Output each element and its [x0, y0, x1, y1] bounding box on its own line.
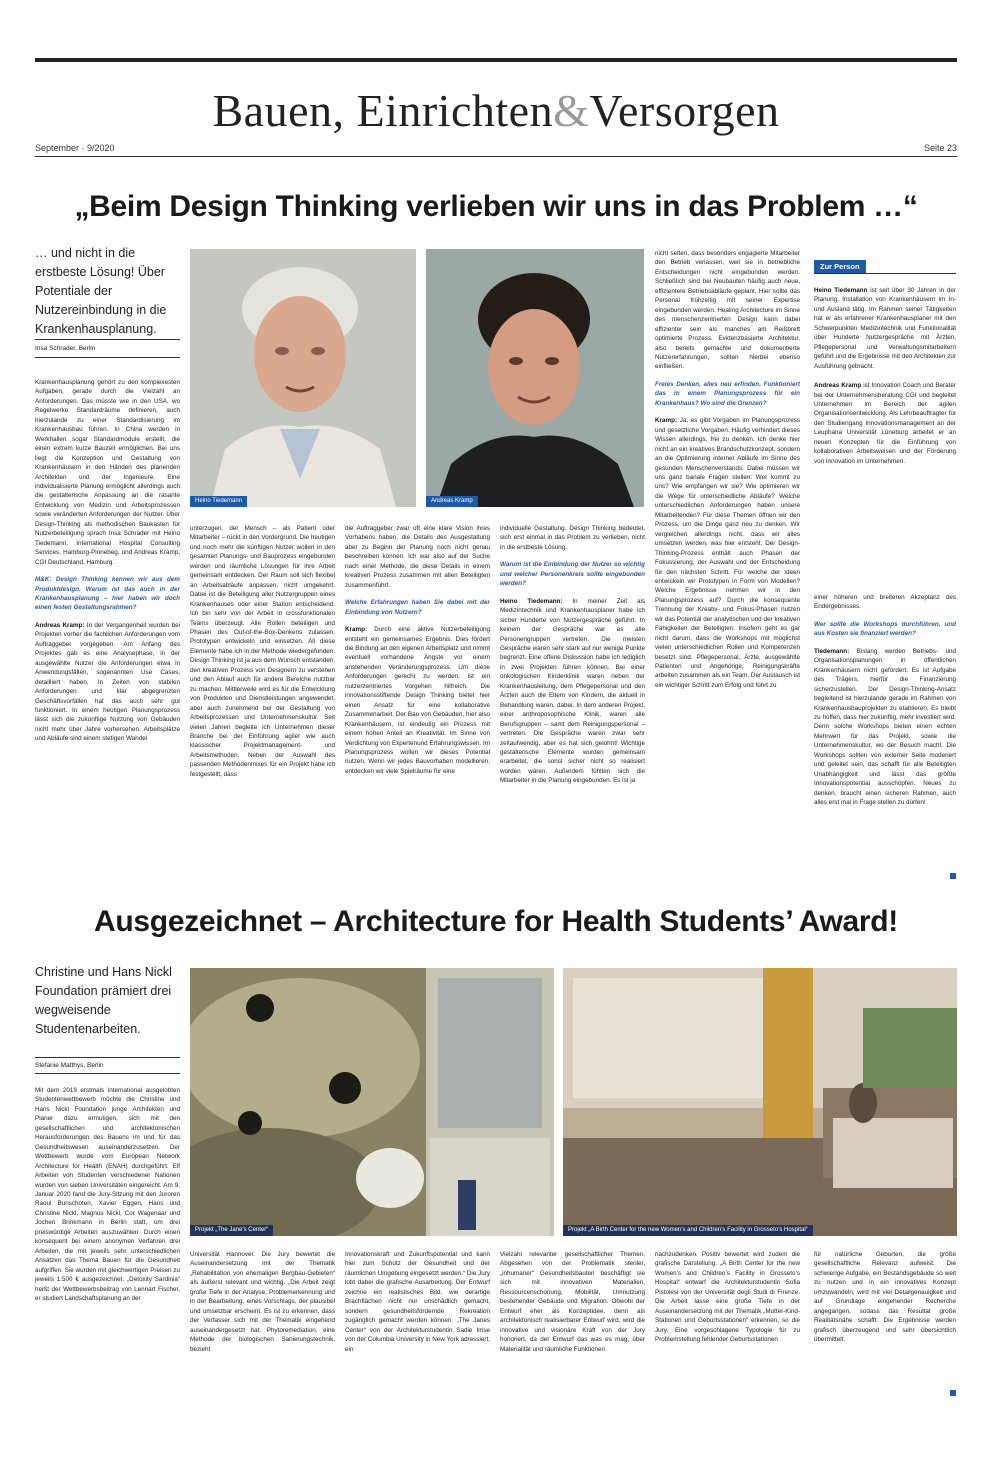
photo-caption: Projekt „A Birth Center for the new Women’s and Children’s Facility in Grosseto’s Hospital“	[563, 1225, 813, 1236]
end-mark-icon	[950, 1390, 956, 1396]
sidebar-body: Heino Tiedemann ist seit über 30 Jahren in der Planung, Installation von Krankenhäusern im In- und Ausland tätig. Im Rahmen seiner Tätigkeiten hat er als erfahrener Krankenhausplaner mit den Schwerpunkten Medizintechnik und Funktionalität über Hunderte Nutzergespräche mit Ärzten, Pflegepersonal und Verwaltungsmitarbeitern geführt und die Ergebnisse mit den Architekten zur Ausführung gebracht. Andreas Kramp ist Innovation Coach und Berater bei der Unternehmensberatung CGI und begleitet Unternehmen im Bereich der agilen Organisationsentwicklung. Als Lehrbeauftragter für den Studiengang Innovationsmanagement an der Leuphana Universität Lüneburg arbeitet er an neuen Konzepten für die Einführung von kollaborativen Arbeitsweisen und der Förderung von Innovation im Unternehmen.	[814, 287, 956, 465]
article1-col6: einer höheren und breiteren Akzeptanz des Endergebnisses. Wer sollte die Workshops durchführen, und aus Kosten sie finanziert werden? Tiedemann: Bislang werden Betriebs- und Organisationsplanungen in öffentlichen Krankenhäusern nicht gefördert. Es ist Aufgabe des Trägers, hierfür die Finanzierung sicherzustellen. Der Design-Thinking-Ansatz begleitend ist hierzulande gerade im Rahmen von Krankenhausbauprojekten zu etablieren. Es bleibt zu hoffen, dass hier zukünftig, mehr investiert wird. Denn solche Workshops bieten einen echten Mehrwert für das Projekt, sowie die Unternehmenskultur, wo der Besuch macht. Die Workshops sollten von externer Seite moderiert und geleitet sein, das schafft für alle Beteiligten Unabhängigkeit und lässt das größte Innovationspotential ausschöpfen. Neues zu denken, braucht einen sicheren Rahmen, auch alles erst mal in Frage stellen zu dürfen!	[814, 594, 956, 807]
photo-birth-center	[563, 968, 957, 1236]
article1-author: Insa Schrader, Berlin	[35, 345, 96, 352]
article2-col3: Innovationskraft und Zukunftspotential und kann hier zum Schutz der Gesundheit und der räumlichen Umgebung eingesetzt werden.“ Die Jury lobt dabei die grafische Ausarbeitung. Der Entwurf zeichne ein realistisches Bild, wie derartige Brachflächen nicht nur unschädlich gemacht, sondern gesundheitsfördernde Rekreation zugänglich gemacht werden können. „The Janes Center“ von der Architekturstudentin Sadie Imse von der Columbia University in New York adressiert, ein	[345, 1251, 490, 1353]
photo-caption: Projekt „The Jane’s Center“	[190, 1225, 273, 1236]
article1-col5: nicht selten, dass besonders engagierte Mitarbeiter den Betrieb verlassen, weil sie in betriebliche Entscheidungen nicht eingebunden werden. Schließlich sind bei Neubauten häufig auch neue, effizientere Betriebsabläufe geplant. Hier sollte das Personal frühzeitig mit seiner Expertise eingebunden werden. Healing Architecture im Sinne des menschenzentrierten Design kann dabei effizienter sein als manches am Reißbrett optimierte Prozess. Evidenzbasierte Architektur, also bereits gemachte und dokumentierte Nutzererfahrungen, sollten hierbei ebenso einfließen. Freies Denken, alles neu erfinden. Funktioniert das in einem Planungsprozess für ein Krankenhaus? Wo sind die Grenzen? Kramp: Ja, es gibt Vorgaben im Planungsprozess und gesetzliche Vorgaben. Häufig verhindert dieses Wissen allerdings, frei zu denken. Ich denke hier nicht an ein kreatives Brandschutzkonzept, sondern an die Optimierung interner Abläufe im Sinne des gesunden Menschenverstands. Dabei müssen wir uns ganz banale Fragen stellen: Wer kommt zu uns? Wie empfangen wir sie? Wie optimieren wir die Wege für unterschiedliche Abläufe? Welche unterschiedlichen Anforderungen haben unsere Mitarbeitenden? Für diese Themen öffnen wir den Prozess, um die Dinge ganz neu zu denken. Wir vergleichen allerdings nicht, dass wir alles umsetzen werden, was hier entsteht. Der Design-Thinking-Prozess enthält auch Phasen der Fokussierung, der Auswahl und der Entscheidung für den nächsten Schritt. Für welche der Ideen entwickeln wir Prototypen in Form von Modellen? Welche Ergebnisse nehmen wir in den Planungsprozess auf? Durch die konsequente Trennung der Kreativ- und Fokus-Phasen nutzen wir das Potential der analytischen und der kreativen Fähigkeiten der Beteiligten. Insofern geht es gar nicht darum, dass die Workshops mit möglichst vielen unterschiedlichen Rollen und Kompetenzen besetzt sind. Pflegepersonal, Ärzte, ausgewählte Patienten und Angehörige, Reinigungskräfte arbeiten zusammen als ein Team. Der Austausch ist ein wichtiger Schritt zum Erfolg und führt zu	[655, 250, 800, 689]
article1-col3: die Auftraggeber zwar oft eine klare Vision ihres Vorhabens haben, die Details des Ausgestaltung aber zu Beginn der Planung noch nicht genau beschreiben können. Ich war also auf der Suche nach einer Methode, die diese Details in einem kreativen Prozess zusammen mit allen Beteiligten zusammenführt. Welche Erfahrungen haben Sie dabei mit der Einbindung von Nutzern? Kramp: Durch eine aktive Nutzerbeteiligung entsteht ein gemeinsames Ergebnis. Dies fördert die Bindung an den eigenen Arbeitsplatz und nimmt eventuell vorhandene Ängste vor einem anstehenden Veränderungsprozess. Um diese Anforderungen gerecht zu werden, ist ein nutzerzentriertes Vorgehen hilfreich. Die innovationsstiftende Design Thinking bietet hier einen Ansatz für eine kollaborative Zusammenarbeit. Der Bau von Gebäuden, hier also Krankenhäusern, ist eindeutig ein Prozess mit einem hohen Anteil an Kreativität. Im Sinne von Verdichtung von Expertenund Erfahrungswissen. Im Planungsprozess wollen wir dieses Potential nutzen. Wenn wir jedes Bauvorhaben modellieren, entdecken wir viele Spielräume für eine	[345, 525, 490, 775]
article2-teaser: Christine und Hans Nickl Foundation prämiert drei wegweisende Studentenarbeiten.	[35, 965, 172, 1036]
article2-col1: Mit dem 2019 erstmals international ausgelobten Studentenwettbewerb möchte die Christine und Hans Nickl Foundation junge Architekten und Planer dazu ermutigen, sich mit den gesellschaftlichen und architektonischen Herausforderungen des Bauens im und für das Gesundheitswesen auseinanderzusetzen. Der Wettbewerb wurde vom European Network Architecture for Health (ENAH) durchgeführt. Elf Arbeiten von Studenten verschiedener Nationen wurden von sieben Universitäten eingereicht. Am 9. Januar 2020 fand die Jury-Sitzung mit den Juroren Raoul Bunschoten, Xavier Eggen, Hans und Christine Nickl, Magnus Nickl, Cor Wagenaar und Jochen Brinkmann in Berlin statt, um drei preiswürdige Arbeiten auszuwählen. Durch einen konsequent bei einem anonymen Verfahren drei Arbeiten, die mit jeweils sehr unterschiedlichen Ansätzen das Thema Bauen für die Gesundheit aufgriffen. Sie wurden mit gleichwertigen Preisen zu jeweils 1.500 € ausgezeichnet. „Detoxity Sardinia“ heißt der Wettbewerbsbeitrag von Lennart Fischer, er studiert Landschaftsplanung an der	[35, 1087, 180, 1302]
end-mark-icon	[950, 873, 956, 879]
article2-col2: Universität Hannover. Die Jury bewertet die Auseinandersetzung mit der Thematik „Rehabilitation von ehemaligen Bergbau-Gebieten“ als äußerst relevant und wichtig. „Die Arbeit zeigt große Tiefe in der Analyse, Problemerkennung und in der Bearbeitung, eines Vorschlags, der plausibel und umsetzbar erscheint. Es ist zu erkennen, dass der Verfasser sich mit der Thematik eingehend auseinandergesetzt hat. Phytoremediation, eine Methode der biologischen Sanierungstechnik, bezieht	[190, 1251, 335, 1353]
article2-col4: Vielzahl relevanter gesellschaftlicher Themen. Abgesehen von der Problematik steriler, „inhumaner“ Gesundheitsbauten beschäftigt sie sich mit innovativen Materialien, Ressourcenschonung, Mobilität, Umnutzung bestehender Gebäude und Migration. Obwohl der Entwurf eher als Konzeptidee, denn als architektonisch realisierbarer Entwurf wird, wird die innovative und visionäre Kraft von der Jury honoriert, da der Entwurf das was es mag, über Materialität und räumliche Funktionen	[500, 1251, 645, 1353]
sidebar-zur-person	[814, 256, 956, 579]
article1-col4: individuelle Gestaltung. Design Thinking bedeutet, sich erst einmal in das Problem zu verlieben, nicht in die erstbeste Lösung. Warum ist die Einbindung der Nutzer so wichtig und welcher Personenkreis sollte eingebunden werden? Heino Tiedemann: In meiner Zeit als Medizintechnik und Krankenhausplaner habe ich sicher Hunderte von Nutzergespräche geführt. In keinem der Gespräche war es alle Personengruppen vertreten. Die meisten Gespräche waren sehr stark auf nur wenige Punkte begrenzt. Eine offene Diskussion habe ich lediglich in zwei Projekten führen können. Bei einer onkologischen Kinderklinik waren neben der Krankenhausleitung, dem Pflegepersonal und den Ärzten auch die Eltern von Kindern, die aktuell in Behandlung waren, dabei. In dem anderen Projekt, einer anthroposophische Klinik, waren alle Berufsgruppen – samt dem Reinigungspersonal – vertreten. Die Gespräche waren zwar sehr zeitaufwendig, aber es hat sich gelohnt! Wichtige gestalterische Elemente wurden gemeinsam erarbeitet, die sonst sicher nicht so realisiert worden wären. Außerdem fühlten sich die Mitarbeiter in die Planung eingebunden. Es ist ja	[500, 525, 645, 785]
issue-date: September · 9/2020	[35, 143, 115, 153]
article1-col2: unterzogen, der Mensch – als Patient oder Mitarbeiter – rückt in den Vordergrund. Die heutigen und noch mehr die künftigen Nutzer wollen in den gesamten Planungs- und Bauprozess eingebunden werden und räumliche Lösungen für ihre Arbeit gemeinsam entdecken. Der Raum soll sich flexibel an Arbeitsabläufe anpassen, nicht umgekehrt. Dabei ist die Beteiligung aller Nutzergruppen eines Krankenhauses oder einer Station entscheidend. Ich bin sehr von der Arbeit in crossfunktionalen Teams überzeugt. Alle Rollen beteiligen und Phasen des Out-of-the-Box-Denkens zulassen. Prototypen entwickeln und einsetzen. All diese Elemente habe ich in der Methode wiedergefunden. Design Thinking ist ja aus dem Wunsch entstanden, den kreativen Prozess von Designern zu verstehen und den Ablauf auch für andere Bereiche nutzbar zu machen. Mittlerweile wird es für die Entwicklung von Produkten und Dienstleistungen angewendet, aber auch zunehmend bei der Gestaltung von Arbeitsprozessen und Unternehmenskultur. Seit vielen Jahren begleite ich Unternehmen dieser Branche bei der Einführung agiler wie auch klassischer Projektmanagement- und Arbeitsmethoden. Neben der Auswahl des passenden Methodenmixes für ein Projekt habe ich festgestellt, dass	[190, 525, 335, 778]
sidebar-heading: Zur Person	[814, 260, 866, 273]
portrait-icon	[190, 249, 416, 507]
article2-headline: Ausgezeichnet – Architecture for Health Students’ Award!	[94, 905, 898, 938]
article1-col1: Krankenhausplanung gehört zu den komplexesten Aufgaben, gerade durch die Vielzahl an Anforderungen. Das müsste wie in den USA, wo Regelwerke Standardräume definieren, auch hierzulande zu einer Standardisierung im Krankenhausbau führen. In China werden in Werkhallen sogar Standardmodule erstellt, die einen extrem kurze Bauzeit ermöglichen. Bei uns liegt die Konzeption und Gestaltung von Krankenhäusern in den Händen des planenden Architekten und der Ingenieure. Eine individualisierte Planung ermöglicht allerdings auch die gestalterische Anpassung an die rasante Entwicklung von Medizin und Arbeitsprozessen sowie veränderten Anforderungen der Nutzer. Über Design-Thinking als methodischen Baukasten für Nutzerbeteiligung sprach Insa Schrader mit Heino Tiedemann, International Hospital Consulting Services, Hamburg-Pinnebeg, und Andreas Kramp, CGI Deutschland, Hamburg. M&K: Design Thinking kennen wir aus dem Produktdesign. Warum ist das auch in der Krankenhausplanung – hier haben wir doch einen festen Gestaltungsrahmen? Andreas Kramp: In der Vergangenheit wurden bei Projekten vorher die fachlichen Anforderungen vom Auftraggeber vorgegeben. Am Anfang des Projektes gab es eine Analysephase, in der ausgewählte Nutzer die Anforderungen etwa in Anwendungsfällen, sogenannten Use Cases, detailliert haben. In Zeiten von stabilen Anforderungen und klar abgegrenzten Geschäftsvorfällen hat das auch sehr gut funktioniert. In einem heutigen Planungsprozess lässt sich die zukünftige Nutzung von Gebäuden nicht mehr über Jahre vorhersehen. Arbeitsplätze und Abläufe sind einem stetigen Wandel	[35, 379, 180, 743]
header-rule	[35, 156, 957, 157]
author-rule	[35, 1057, 180, 1058]
author-rule	[35, 339, 180, 340]
photo-heino-tiedemann	[190, 249, 416, 507]
article1-teaser: … und nicht in die erstbeste Lösung! Über Potentiale der Nutzereinbindung in die Krankenhausplanung.	[35, 246, 167, 336]
top-rule	[35, 58, 957, 62]
article1-headline: „Beim Design Thinking verlieben wir uns in das Problem …“	[74, 190, 918, 223]
author-rule	[35, 1073, 180, 1074]
photo-caption: Heino Tiedemann	[190, 496, 247, 507]
rendering-icon	[190, 968, 554, 1236]
page-number: Seite 23	[923, 143, 957, 153]
masthead: Bauen, Einrichten&Versorgen	[212, 85, 780, 136]
author-rule	[35, 357, 180, 358]
article2-author: Stefanie Matthys, Berlin	[35, 1062, 104, 1069]
article2-col6: für natürliche Geburten, die große gesellschaftliche Relevanz aufweist. Die schwierige Aufgabe, ein Bestandsgebäude so weit zu nutzen und in ein innovatives Konzept umzuwandeln, wird mit viel Detailgenauigkeit und auf Grundlage eingehender Recherche angegangen, sodass das Resultat große Realitätsnähe schafft. Die Ergebnisse werden grafisch überzeugend und sehr übersichtlich übermittelt.	[814, 1251, 956, 1344]
photo-caption: Andreas Kramp	[426, 496, 478, 507]
portrait-icon	[426, 249, 644, 507]
photo-andreas-kramp	[426, 249, 644, 507]
article2-col5: nachzudenken. Positiv bewertet wird zudem die grafische Darstellung. „A Birth Center for the new Women’s and Children’s Facility in Grosseto’s Hospital“ entwarf die Architekturstudentin Sofia Pistolesi von der Universität degli Studi di Firenze. Die Arbeit lasse eine große Tiefe in der Auseinandersetzung mit der Thematik „Mutter-Kind-Stationen und Geburtsstationen“ erkennen, so die Jury. Eine vorgeschlagene Typologie für zu Problemstellung fehlender Geburtsstationen	[655, 1251, 800, 1344]
photo-janes-center	[190, 968, 554, 1236]
rendering-icon	[563, 968, 957, 1236]
sidebar-rule	[814, 273, 956, 274]
